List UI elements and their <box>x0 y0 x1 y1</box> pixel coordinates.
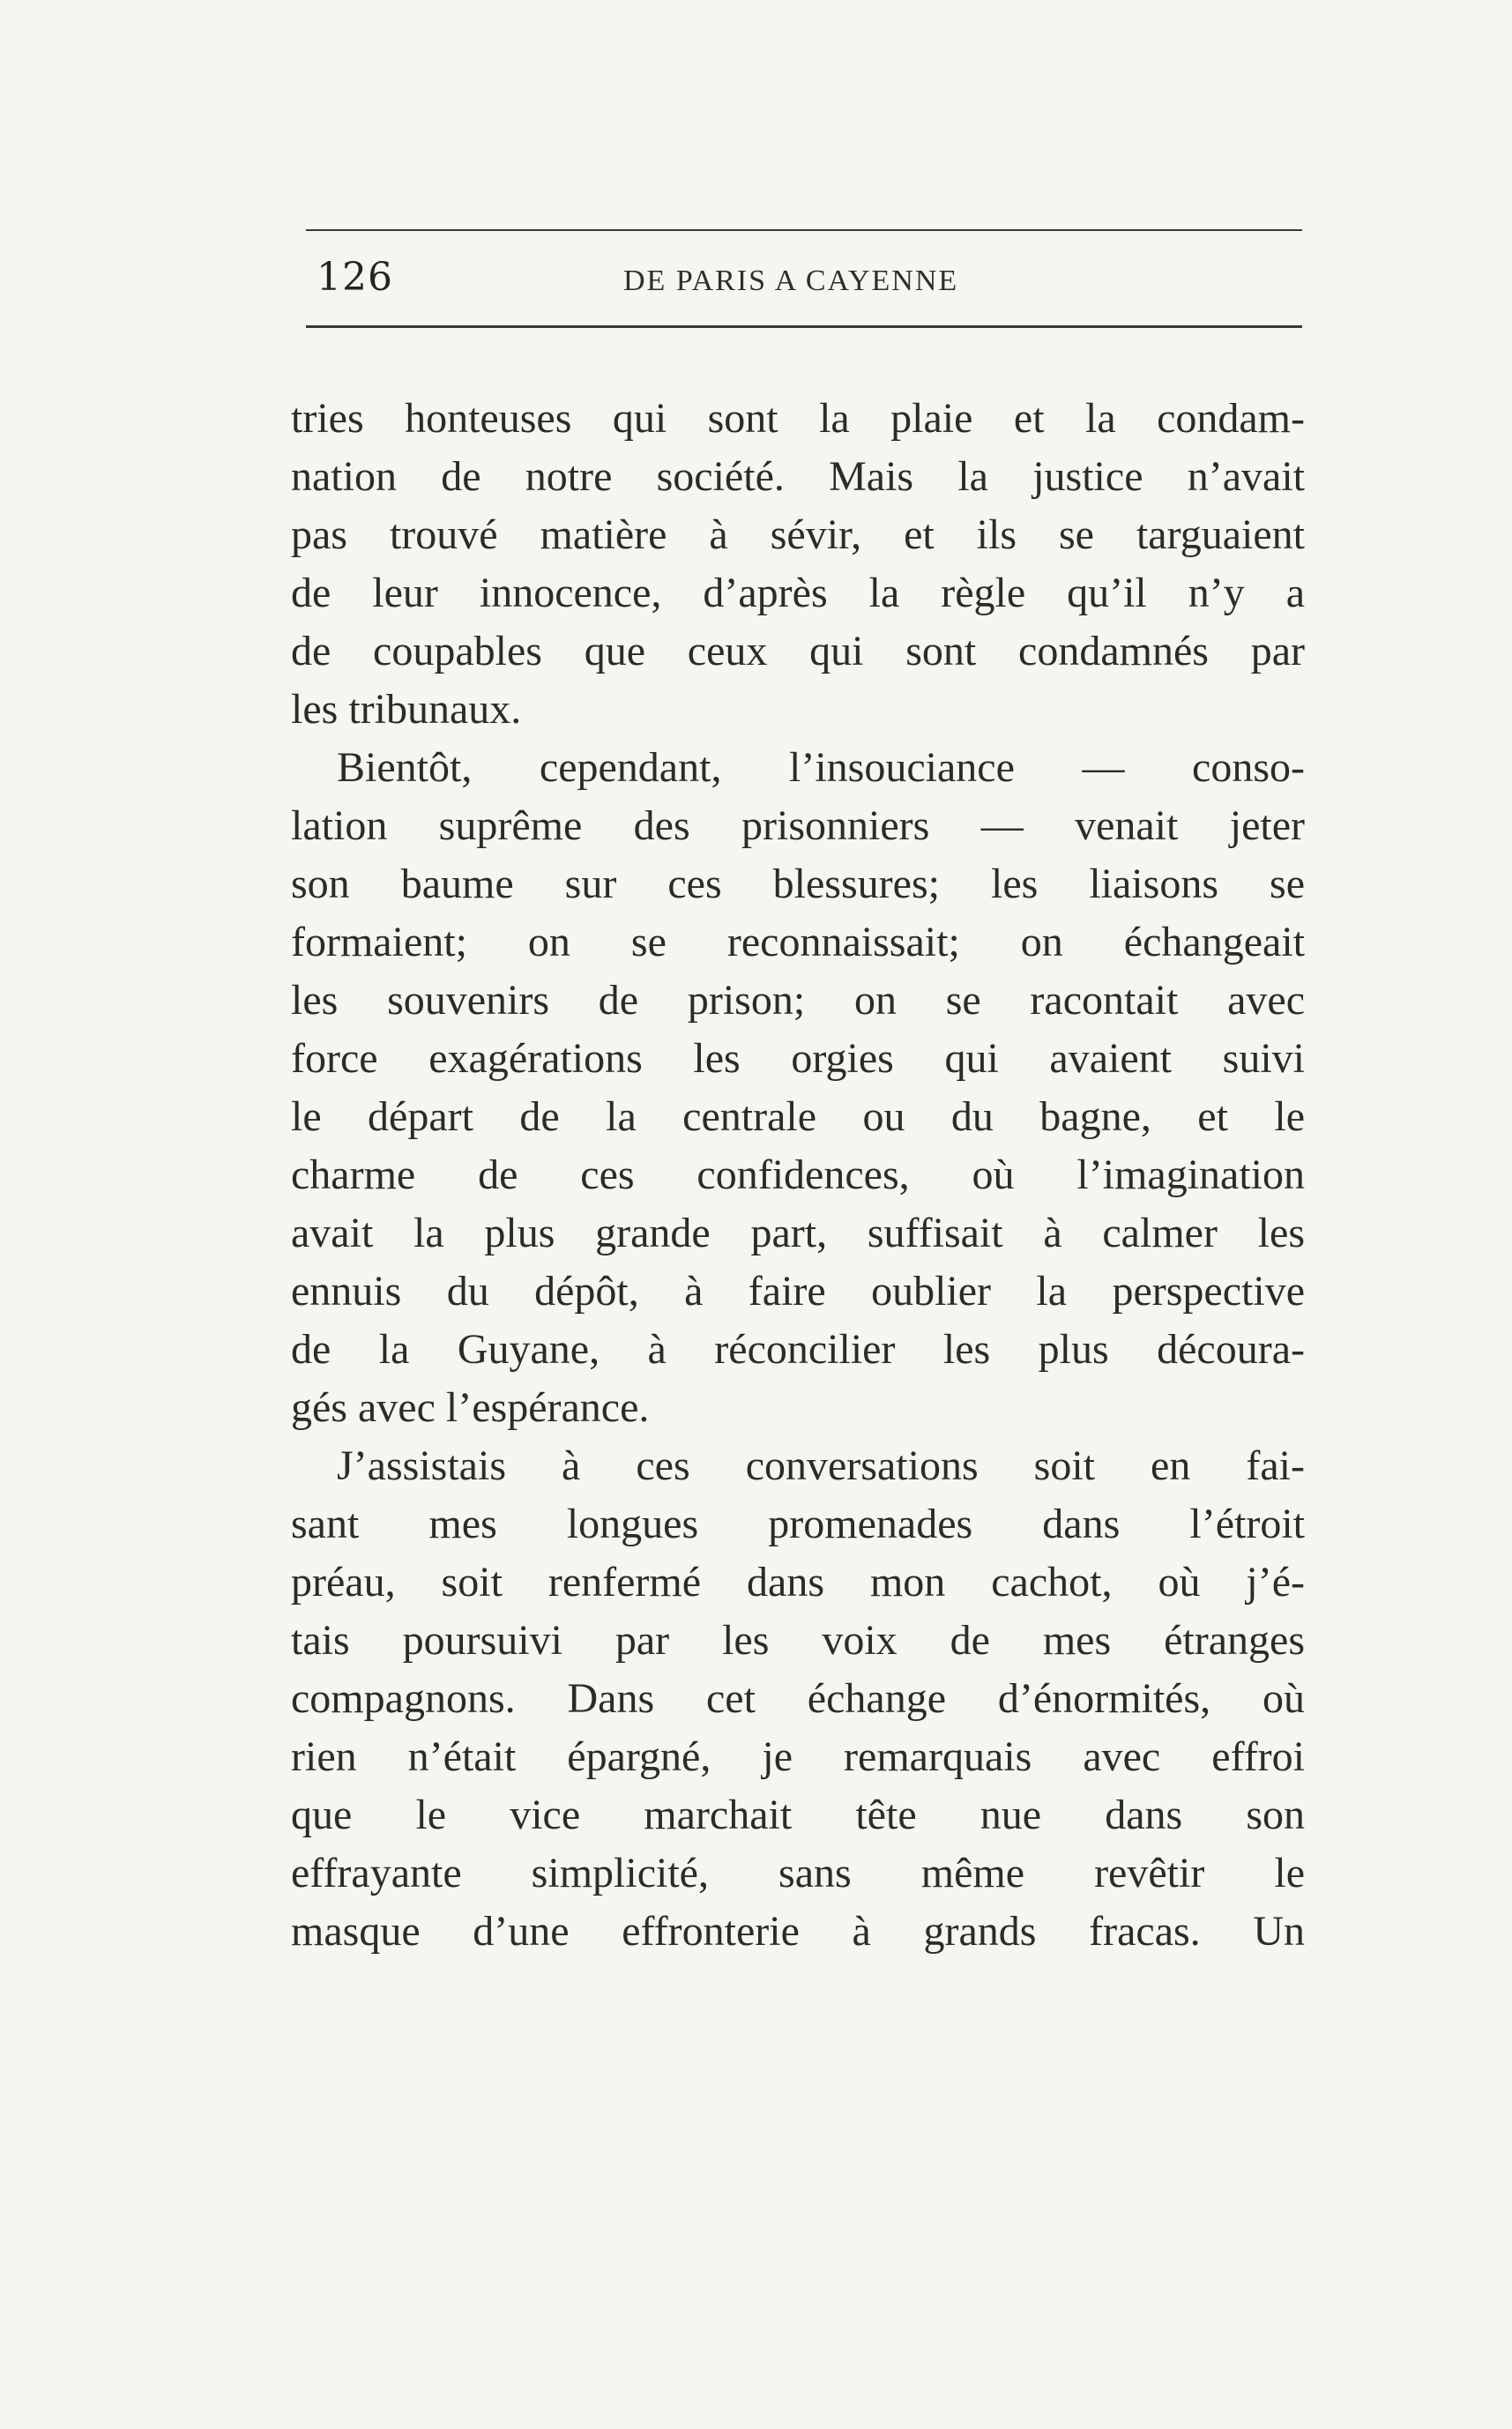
text-line: gés avec l’espérance. <box>291 1384 650 1431</box>
text-line: force exagérations les orgies qui avaient suivi <box>291 1035 1305 1082</box>
text-line: que le vice marchait tête nue dans son <box>291 1792 1305 1838</box>
text-line: son baume sur ces blessures; les liaisons se <box>291 861 1305 907</box>
text-line: avait la plus grande part, suffisait à calmer les <box>291 1210 1305 1256</box>
text-line: nation de notre société. Mais la justice n’avait <box>291 453 1305 500</box>
text-line: charme de ces confidences, où l’imagination <box>291 1151 1305 1198</box>
text-line: pas trouvé matière à sévir, et ils se targuaient <box>291 511 1305 558</box>
text-line: le départ de la centrale ou du bagne, et le <box>291 1093 1305 1140</box>
text-line: effrayante simplicité, sans même revêtir le <box>291 1850 1305 1896</box>
header-top-rule <box>306 229 1302 231</box>
text-line: masque d’une effronterie à grands fracas. Un <box>291 1908 1305 1955</box>
paragraph-first-line: Bientôt, cependant, l’insouciance — conso- <box>337 744 1305 791</box>
text-line: ennuis du dépôt, à faire oublier la perspective <box>291 1268 1305 1315</box>
running-title: DE PARIS A CAYENNE <box>623 265 959 297</box>
text-line: les souvenirs de prison; on se racontait avec <box>291 977 1305 1024</box>
body-text <box>291 390 1305 1961</box>
header-bottom-rule <box>306 325 1302 328</box>
text-line: tais poursuivi par les voix de mes étranges <box>291 1617 1305 1664</box>
running-head <box>306 247 1302 309</box>
text-line: sant mes longues promenades dans l’étroit <box>291 1501 1305 1547</box>
text-line: lation suprême des prisonniers — venait jeter <box>291 802 1305 849</box>
text-line: de la Guyane, à réconcilier les plus découra- <box>291 1326 1305 1373</box>
page-number: 126 <box>317 255 393 300</box>
text-line: de coupables que ceux qui sont condamnés par <box>291 628 1305 674</box>
text-line: de leur innocence, d’après la règle qu’il n’y a <box>291 570 1305 616</box>
text-line: tries honteuses qui sont la plaie et la condam- <box>291 395 1305 442</box>
text-line: les tribunaux. <box>291 686 522 733</box>
text-line: préau, soit renfermé dans mon cachot, où j’é- <box>291 1559 1305 1606</box>
text-line: formaient; on se reconnaissait; on échangeait <box>291 919 1305 965</box>
paragraph-first-line: J’assistais à ces conversations soit en fai- <box>337 1442 1305 1489</box>
text-line: rien n’était épargné, je remarquais avec effroi <box>291 1733 1305 1780</box>
text-line: compagnons. Dans cet échange d’énormités, où <box>291 1675 1305 1722</box>
